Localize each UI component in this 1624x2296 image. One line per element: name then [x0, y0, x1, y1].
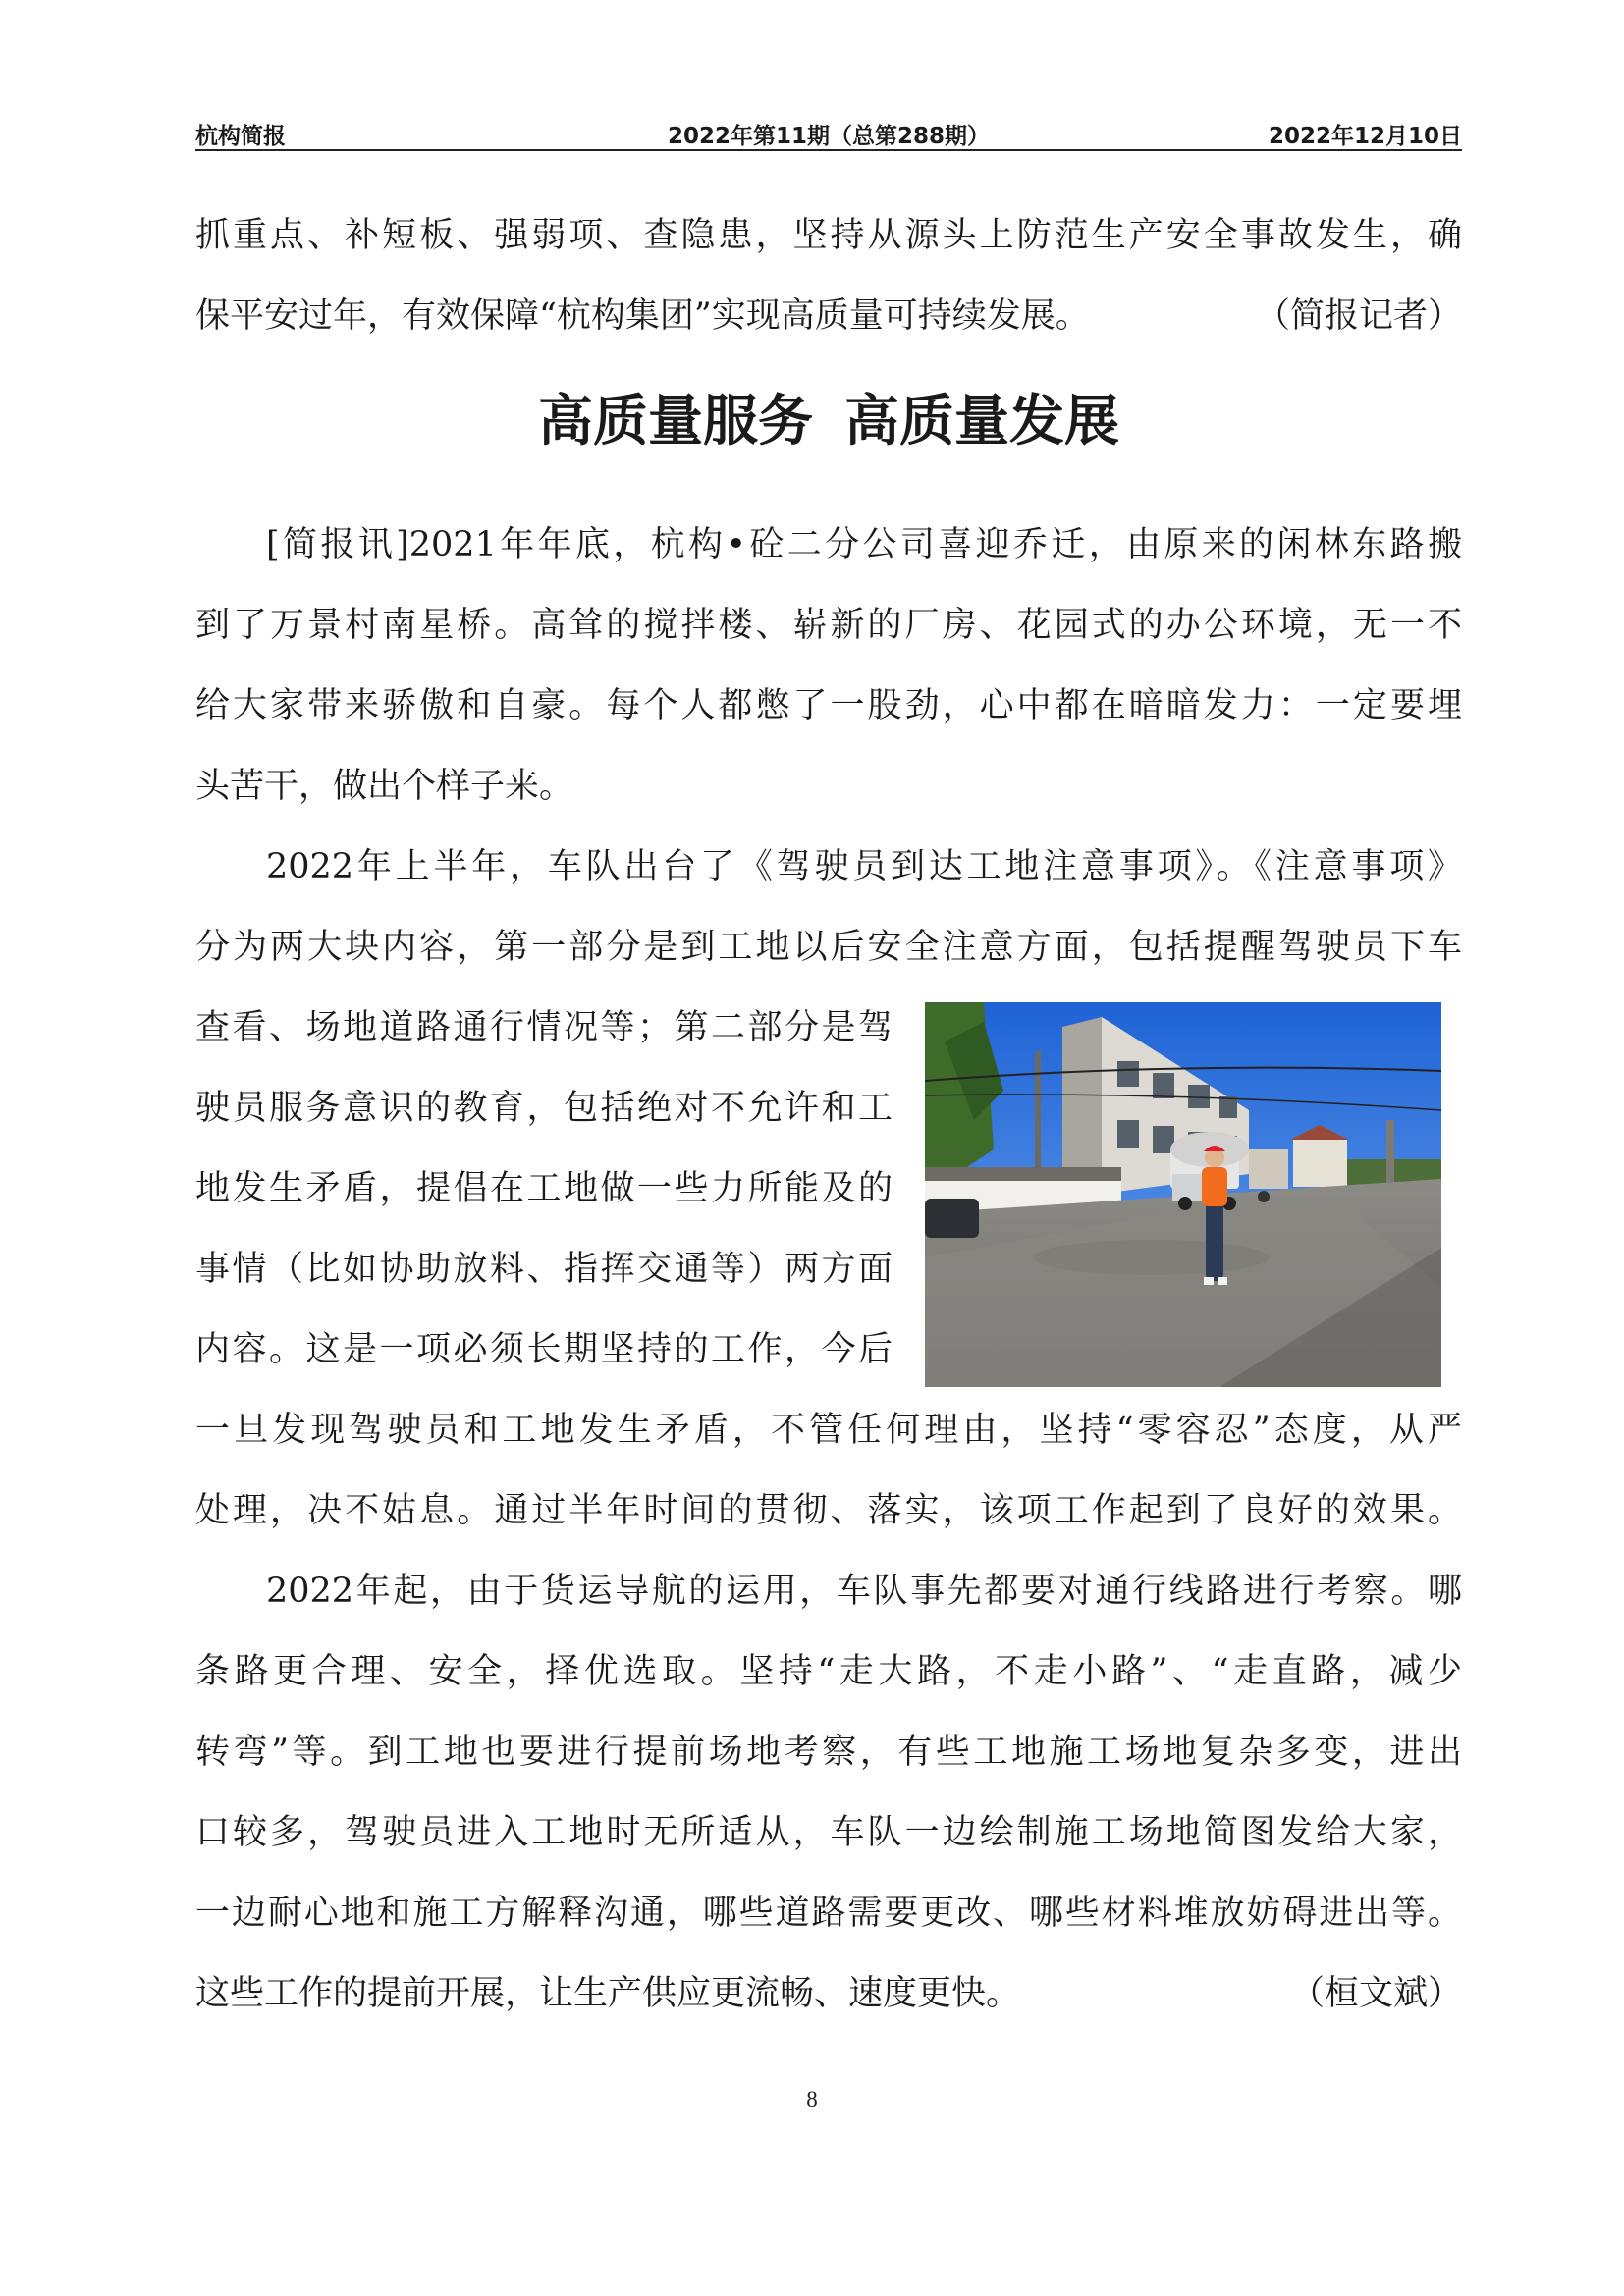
paragraph-line: 事情（比如协助放料、指挥交通等）两方面: [195, 1250, 893, 1289]
title-part: 高质量服务: [538, 390, 813, 454]
paragraph-line: [195, 1964, 1462, 2023]
header-issue: 2022年第11期（总第288期）: [667, 124, 991, 149]
prev-article-text: 保平安过年，有效保障“杭构集团”实现高质量可持续发展。: [195, 296, 1090, 336]
paragraph-line: 头苦干，做出个样子来。: [195, 767, 574, 806]
header-publication: 杭构简报: [195, 124, 286, 149]
paragraph-line: 一边耐心地和施工方解释沟通，哪些道路需要更改、哪些材料堆放妨碍进出等。: [195, 1894, 1462, 1933]
paragraph-line: 口较多，驾驶员进入工地时无所适从，车队一边绘制施工场地简图发给大家，: [195, 1813, 1462, 1852]
prev-article-byline: （简报记者）: [1255, 296, 1462, 336]
paragraph-line: [简报讯]2021年年底，杭构•砼二分公司喜迎乔迁，由原来的闲林东路搬: [266, 525, 1462, 564]
title-part: 高质量发展: [844, 390, 1119, 454]
page-header: [195, 116, 1462, 149]
paragraph-line: 分为两大块内容，第一部分是到工地以后安全注意方面，包括提醒驾驶员下车: [195, 928, 1462, 967]
paragraph-line: 到了万景村南星桥。高耸的搅拌楼、崭新的厂房、花园式的办公环境，无一不: [195, 606, 1462, 645]
paragraph-line: 查看、场地道路通行情况等；第二部分是驾: [195, 1008, 893, 1047]
paragraph-text: 这些工作的提前开展，让生产供应更流畅、速度更快。: [195, 1974, 1021, 2013]
paragraph-line: 2022年上半年，车队出台了《驾驶员到达工地注意事项》。《注意事项》: [266, 847, 1462, 886]
paragraph-line: 驶员服务意识的教育，包括绝对不允许和工: [195, 1089, 893, 1128]
paragraph-line: 内容。这是一项必须长期坚持的工作，今后: [195, 1330, 893, 1369]
paragraph-line: 转弯”等。到工地也要进行提前场地考察，有些工地施工场地复杂多变，进出: [195, 1733, 1462, 1772]
paragraph-line: 条路更合理、安全，择优选取。坚持“走大路，不走小路”、“走直路，减少: [195, 1652, 1462, 1691]
article-byline: （桓文斌）: [1289, 1974, 1462, 2013]
paragraph-line: 地发生矛盾，提倡在工地做一些力所能及的: [195, 1169, 893, 1208]
paragraph-line: 2022年起，由于货运导航的运用，车队事先都要对通行线路进行考察。哪: [266, 1572, 1462, 1611]
header-date: 2022年12月10日: [1268, 124, 1462, 149]
prev-article-line: 抓重点、补短板、强弱项、查隐患，坚持从源头上防范生产安全事故发生，确: [195, 216, 1462, 255]
paragraph-line: 一旦发现驾驶员和工地发生矛盾，不管任何理由，坚持“零容忍”态度，从严: [195, 1411, 1462, 1450]
page-number: 8: [806, 2087, 818, 2111]
article-photo: [925, 1002, 1441, 1387]
paragraph-line: 给大家带来骄傲和自豪。每个人都憋了一股劲，心中都在暗暗发力：一定要埋: [195, 686, 1462, 725]
paragraph-line: 处理，决不姑息。通过半年时间的贯彻、落实，该项工作起到了良好的效果。: [195, 1491, 1462, 1530]
prev-article-line: [195, 287, 1462, 346]
header-rule: [195, 149, 1462, 151]
article-title: [195, 378, 1462, 466]
